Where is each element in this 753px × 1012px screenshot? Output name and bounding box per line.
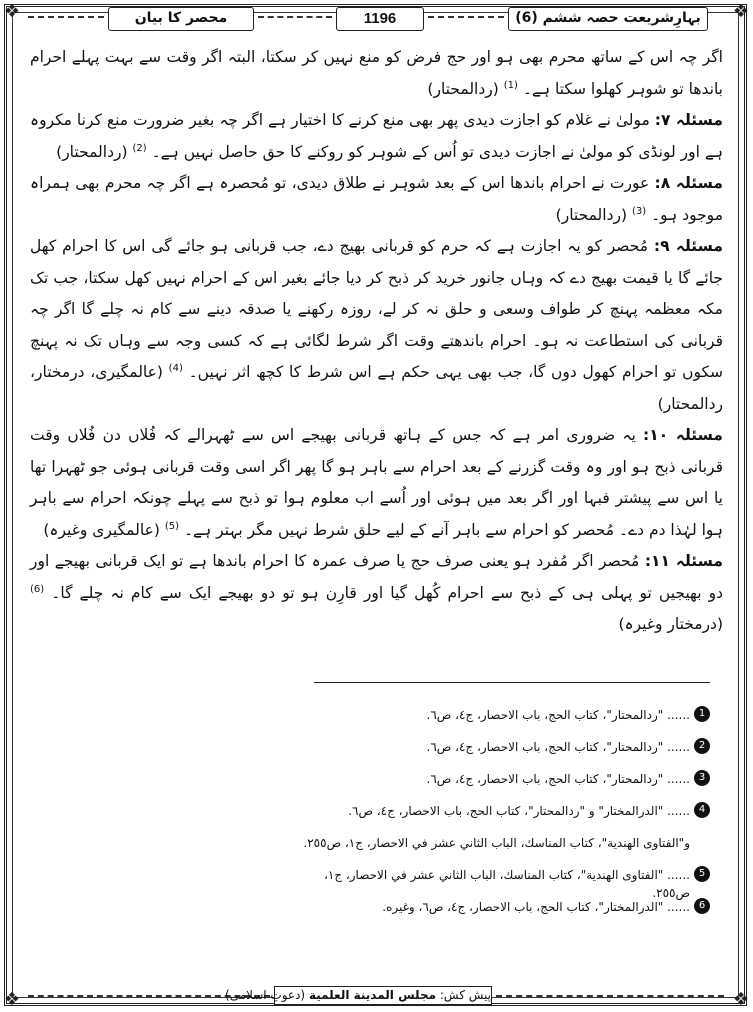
footnote-ref: (3): [631, 205, 647, 217]
footnote-number: 6: [694, 898, 710, 914]
masla-label: مسئلہ ۱۰:: [643, 426, 723, 444]
corner-ornament-bottom-left-icon: ❖: [3, 989, 21, 1010]
footnotes: [290, 706, 710, 930]
paragraph-text: یہ ضروری امر ہے کہ جس کے ہاتھ قربانی بھیجے اس سے ٹھہرالے کہ فُلاں دن فُلاں وقت قربانی ذبح ہو اور وہ وقت گزرنے کے بعد احرام سے باہر ہو گا پھر اگر اسی وقت قربانی ہوئی جو ٹھہرا تھا یا اس سے پیشتر فبہا اور اگر بعد میں ہوئی اور اُسے اب معلوم ہوا تو ذبح سے پہلے چونکہ احرام سے باہر ہوا لہٰذا دم دے۔ مُحصر کو احرام سے باہر آنے کے لیے حلق شرط نہیں مگر بہتر ہے۔: [30, 426, 723, 539]
page-footer: [18, 986, 734, 1006]
footnote: [290, 738, 710, 770]
footnote: [290, 898, 710, 930]
paragraph: [30, 105, 723, 168]
citation: (ردالمحتار): [427, 79, 499, 98]
footnote-ref: (2): [132, 142, 147, 154]
corner-ornament-bottom-right-icon: ❖: [732, 989, 750, 1010]
footnote-number: 5: [694, 866, 710, 882]
paragraph-text: عورت نے احرام باندھا اس کے بعد شوہر نے طلاق دیدی، تو مُحصرہ ہے اگر چہ محرم بھی ہمراہ موجود ہو۔: [30, 174, 723, 224]
footnote-number: 2: [694, 738, 710, 754]
footnote-ref: (4): [168, 362, 183, 374]
footnote-text: ...... "الدرالمختار"، كتاب الحج، باب الاحصار، ج٤، ص٦، وغيره.: [382, 900, 690, 914]
book-title: بہارِشریعت حصہ ششم (6): [508, 7, 708, 31]
masla-label: مسئلہ ۸:: [654, 174, 723, 192]
header-divider: [258, 16, 332, 18]
footnote-text: ...... "ردالمحتار"، كتاب الحج، باب الاحصار، ج٤، ص٦.: [426, 740, 690, 754]
corner-ornament-top-left-icon: ❖: [3, 1, 21, 22]
header-divider: [428, 16, 504, 18]
footnote-ref: (6): [30, 583, 45, 595]
page-number: 1196: [336, 7, 424, 31]
footnote-continuation: [290, 834, 710, 866]
paragraph: [30, 168, 723, 231]
footnote: [290, 802, 710, 834]
publisher-box: [224, 986, 492, 1005]
page-header: [18, 7, 734, 33]
citation: (ردالمحتار): [555, 205, 628, 224]
footnote-text: ...... "ردالمحتار"، كتاب الحج، باب الاحصار، ج٤، ص٦.: [426, 708, 690, 722]
footnote-ref: (5): [164, 520, 179, 532]
masla-label: مسئلہ ۹:: [653, 237, 723, 255]
footnote-text: ...... "الدرالمختار" و "ردالمحتار"، كتاب الحج، باب الاحصار، ج٤، ص٦.: [348, 804, 690, 818]
presenter-label: پیش کش:: [439, 988, 491, 1002]
footer-divider: [496, 995, 724, 997]
masla-label: مسئلہ ۱۱:: [644, 552, 723, 570]
footnote-ref: (1): [503, 79, 518, 91]
paragraph-text: مُحصر کو یہ اجازت ہے کہ حرم کو قربانی بھیج دے، جب قربانی ہو جائے گی اس کا احرام کھل جائے گا یا قیمت بھیج دے کہ وہاں جانور خرید کر ذبح کر دیا جائے بغیر اس کے احرام نہیں کھل سکتا، جب تک مکہ معظمہ پہنچ کر طواف وسعی و حلق نہ کر لے، روزہ رکھنے یا صدقہ دینے سے کام نہ چلے گا اگر چہ قربانی کی استطاعت نہ ہو۔ احرام باندھتے وقت اگر شرط لگائی ہے کہ کسی وجہ سے وہاں تک نہ پہنچ سکوں تو احرام کھول دوں گا، جب بھی یہی حکم ہے اس شرط کا کچھ اثر نہیں۔: [30, 237, 724, 381]
footnote-number: 1: [694, 706, 710, 722]
footnote-number: 3: [694, 770, 710, 786]
footnote: [290, 866, 710, 898]
citation: (درمختار وغیرہ): [618, 615, 723, 633]
paragraph-text: اگر چہ اس کے ساتھ محرم بھی ہو اور حج فرض کو منع نہیں کر سکتا، البتہ اگر وقت سے بہت پہلے احرام باندھا تو شوہر کھلوا سکتا ہے۔: [30, 48, 723, 98]
masla-label: مسئلہ ۷:: [654, 111, 723, 129]
publisher-org: (دعوتِ اسلامی): [224, 988, 306, 1002]
footnote-text: ...... "ردالمحتار"، كتاب الحج، باب الاحصار، ج٤، ص٦.: [426, 772, 690, 786]
citation: (عالمگیری، درمختار، ردالمحتار): [30, 363, 723, 413]
citation: (ردالمحتار): [56, 142, 128, 161]
footnote-number: 4: [694, 802, 710, 818]
citation: (عالمگیری وغیرہ): [43, 520, 160, 539]
footnote-separator: [314, 682, 710, 683]
paragraph: [30, 546, 723, 641]
corner-ornament-top-right-icon: ❖: [732, 1, 750, 22]
main-text: [30, 42, 723, 641]
footnote-text: و"الفتاوى الهندية"، كتاب المناسك، الباب الثاني عشر في الاحصار، ج١، ص٢٥٥.: [303, 836, 690, 850]
paragraph-text: مولیٰ نے غلام کو اجازت دیدی پھر بھی منع کرنے کا اختیار ہے اگر چہ بغیر ضرورت منع کرنا مکروہ ہے اور لونڈی کو مولیٰ نے اجازت دیدی تو اُس کے شوہر کو روکنے کا حق حاصل نہیں ہے۔: [30, 111, 723, 161]
chapter-title: محصر کا بیان: [108, 7, 254, 31]
footnote-text: ...... "الفتاوى الهندية"، كتاب المناسك، الباب الثاني عشر في الاحصار، ج١، ص٢٥٥.: [323, 868, 690, 900]
footnote: [290, 706, 710, 738]
footnote: [290, 770, 710, 802]
paragraph: [30, 231, 723, 420]
paragraph: [30, 42, 723, 105]
paragraph: [30, 420, 723, 546]
paragraph-text: مُحصر اگر مُفرد ہو یعنی صرف حج یا صرف عمرہ کا احرام باندھا ہے تو ایک قربانی بھیجے اور دو بھیجیں تو پہلی ہی کے ذبح سے احرام کُھل گیا اور قارِن ہو تو دو بھیجے ایک سے کام نہ چلے گا۔: [30, 552, 723, 602]
publisher-name: مجلس المدينة العلمية: [308, 988, 437, 1002]
header-divider: [28, 16, 104, 18]
